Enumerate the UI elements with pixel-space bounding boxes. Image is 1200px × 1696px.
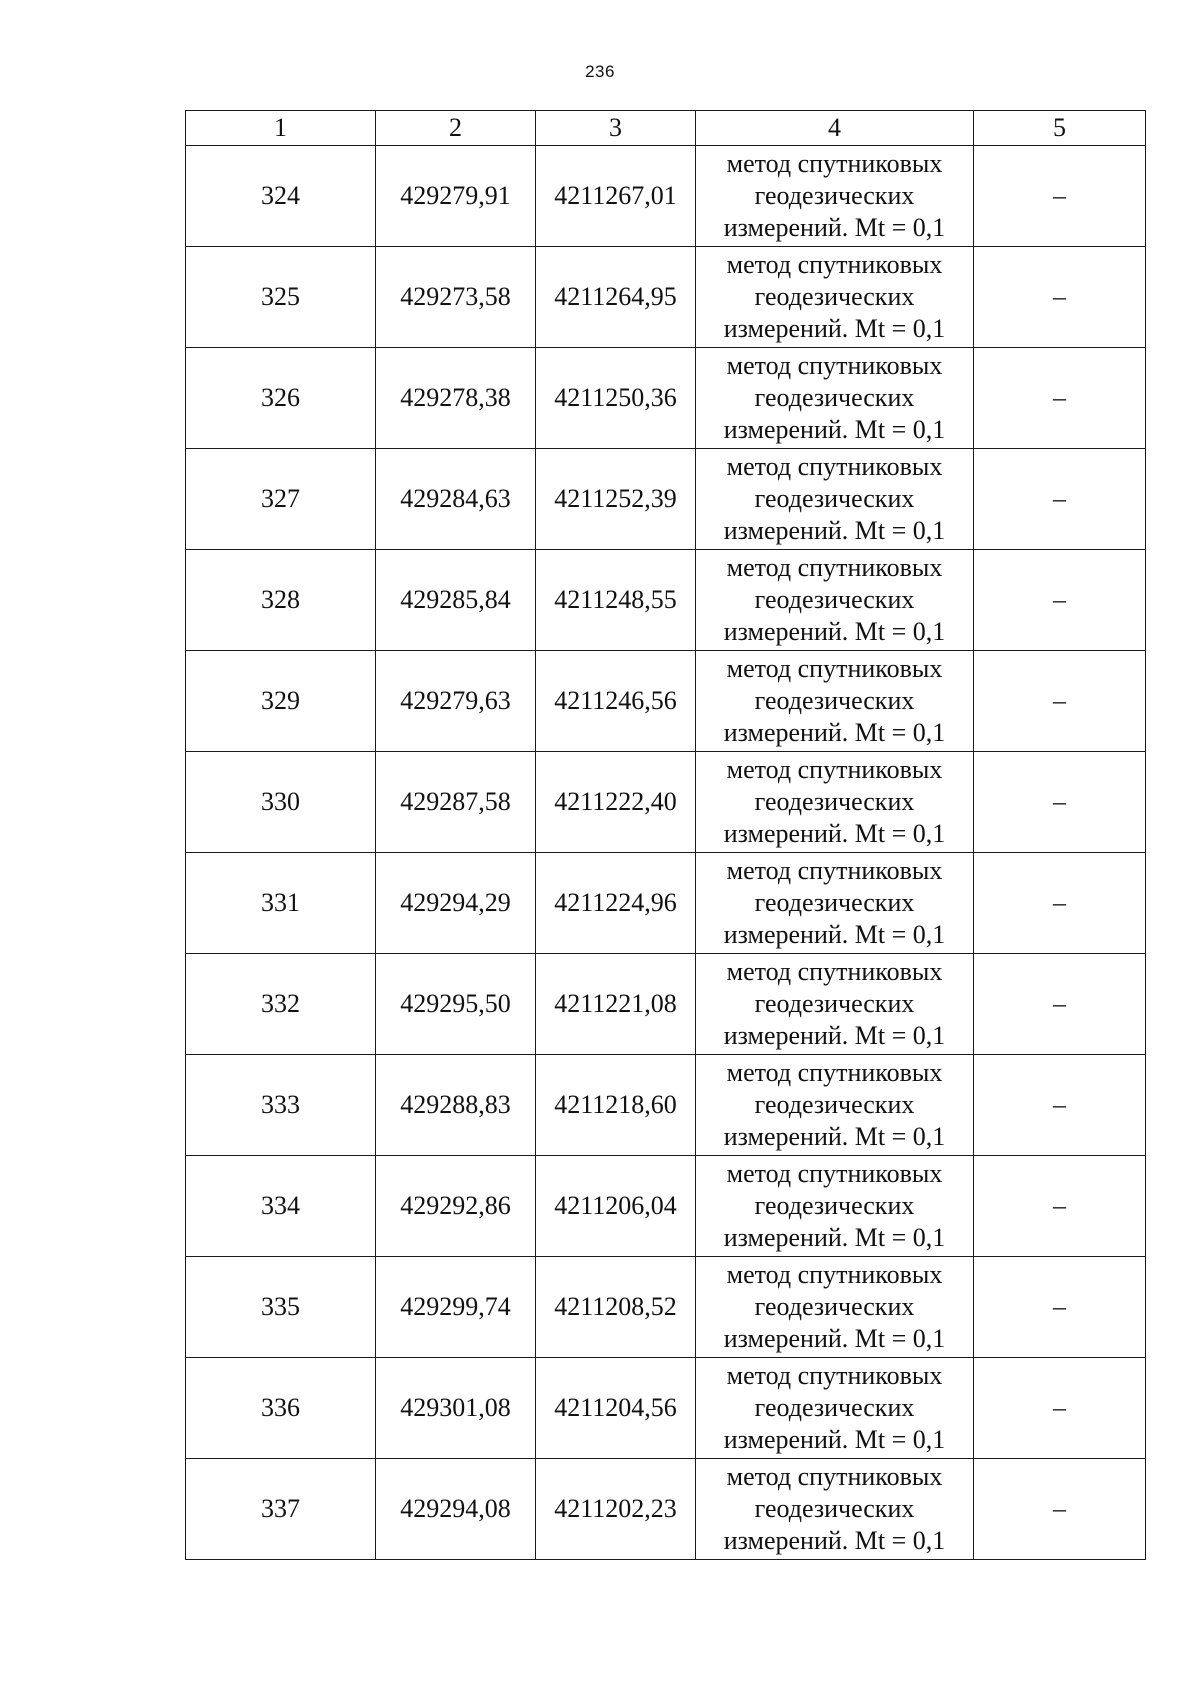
point-number-cell: 335 <box>186 1257 376 1358</box>
method-line: метод спутниковых <box>726 957 943 986</box>
column-5-cell: – <box>974 449 1146 550</box>
method-line: измерений. Mt = 0,1 <box>723 1324 946 1353</box>
table-header <box>186 111 1146 146</box>
x-coordinate-cell: 429279,91 <box>376 146 536 247</box>
header-col-1: 1 <box>186 111 376 146</box>
method-line: геодезических <box>754 989 915 1018</box>
method-line: измерений. Mt = 0,1 <box>723 1122 946 1151</box>
y-coordinate-cell: 4211248,55 <box>536 550 696 651</box>
method-line: метод спутниковых <box>726 250 943 279</box>
method-line: геодезических <box>754 686 915 715</box>
method-line: измерений. Mt = 0,1 <box>723 617 946 646</box>
method-line: геодезических <box>754 888 915 917</box>
method-line: измерений. Mt = 0,1 <box>723 1425 946 1454</box>
y-coordinate-cell: 4211202,23 <box>536 1459 696 1560</box>
method-line: метод спутниковых <box>726 149 943 178</box>
coordinates-table <box>185 110 1146 1560</box>
header-col-4: 4 <box>696 111 974 146</box>
table-row <box>186 651 1146 752</box>
method-line: геодезических <box>754 1191 915 1220</box>
table-row <box>186 1156 1146 1257</box>
method-line: геодезических <box>754 787 915 816</box>
y-coordinate-cell: 4211222,40 <box>536 752 696 853</box>
x-coordinate-cell: 429295,50 <box>376 954 536 1055</box>
page-number: 236 <box>585 62 615 81</box>
x-coordinate-cell: 429292,86 <box>376 1156 536 1257</box>
y-coordinate-cell: 4211206,04 <box>536 1156 696 1257</box>
method-line: метод спутниковых <box>726 1462 943 1491</box>
x-coordinate-cell: 429294,08 <box>376 1459 536 1560</box>
x-coordinate-cell: 429279,63 <box>376 651 536 752</box>
x-coordinate-cell: 429299,74 <box>376 1257 536 1358</box>
method-line: измерений. Mt = 0,1 <box>723 213 946 242</box>
point-number-cell: 331 <box>186 853 376 954</box>
column-5-cell: – <box>974 651 1146 752</box>
method-line: метод спутниковых <box>726 1361 943 1390</box>
x-coordinate-cell: 429278,38 <box>376 348 536 449</box>
column-5-cell: – <box>974 752 1146 853</box>
method-cell <box>696 1156 974 1257</box>
column-5-cell: – <box>974 550 1146 651</box>
method-cell <box>696 1257 974 1358</box>
method-line: геодезических <box>754 585 915 614</box>
method-line: геодезических <box>754 1090 915 1119</box>
column-5-cell: – <box>974 853 1146 954</box>
column-5-cell: – <box>974 348 1146 449</box>
method-line: метод спутниковых <box>726 553 943 582</box>
method-line: измерений. Mt = 0,1 <box>723 819 946 848</box>
method-line: геодезических <box>754 181 915 210</box>
method-line: метод спутниковых <box>726 856 943 885</box>
method-cell <box>696 752 974 853</box>
table-row <box>186 1459 1146 1560</box>
table-body <box>186 146 1146 1560</box>
table-row <box>186 146 1146 247</box>
point-number-cell: 330 <box>186 752 376 853</box>
table-row <box>186 1358 1146 1459</box>
method-line: метод спутниковых <box>726 1058 943 1087</box>
method-line: измерений. Mt = 0,1 <box>723 718 946 747</box>
x-coordinate-cell: 429285,84 <box>376 550 536 651</box>
table-row <box>186 853 1146 954</box>
table-row <box>186 247 1146 348</box>
method-line: метод спутниковых <box>726 1260 943 1289</box>
method-line: измерений. Mt = 0,1 <box>723 415 946 444</box>
method-line: метод спутниковых <box>726 452 943 481</box>
column-5-cell: – <box>974 247 1146 348</box>
column-5-cell: – <box>974 1156 1146 1257</box>
y-coordinate-cell: 4211224,96 <box>536 853 696 954</box>
point-number-cell: 327 <box>186 449 376 550</box>
method-cell <box>696 449 974 550</box>
header-row <box>186 111 1146 146</box>
table-row <box>186 449 1146 550</box>
point-number-cell: 336 <box>186 1358 376 1459</box>
method-line: геодезических <box>754 1393 915 1422</box>
y-coordinate-cell: 4211218,60 <box>536 1055 696 1156</box>
column-5-cell: – <box>974 954 1146 1055</box>
method-cell <box>696 348 974 449</box>
y-coordinate-cell: 4211246,56 <box>536 651 696 752</box>
method-line: измерений. Mt = 0,1 <box>723 1223 946 1252</box>
column-5-cell: – <box>974 1055 1146 1156</box>
x-coordinate-cell: 429273,58 <box>376 247 536 348</box>
y-coordinate-cell: 4211252,39 <box>536 449 696 550</box>
point-number-cell: 325 <box>186 247 376 348</box>
method-line: метод спутниковых <box>726 755 943 784</box>
method-line: измерений. Mt = 0,1 <box>723 516 946 545</box>
point-number-cell: 332 <box>186 954 376 1055</box>
point-number-cell: 337 <box>186 1459 376 1560</box>
method-line: геодезических <box>754 484 915 513</box>
point-number-cell: 329 <box>186 651 376 752</box>
table-row <box>186 1257 1146 1358</box>
table-row <box>186 752 1146 853</box>
y-coordinate-cell: 4211264,95 <box>536 247 696 348</box>
y-coordinate-cell: 4211267,01 <box>536 146 696 247</box>
x-coordinate-cell: 429301,08 <box>376 1358 536 1459</box>
method-cell <box>696 954 974 1055</box>
method-line: геодезических <box>754 282 915 311</box>
y-coordinate-cell: 4211221,08 <box>536 954 696 1055</box>
method-line: измерений. Mt = 0,1 <box>723 920 946 949</box>
point-number-cell: 326 <box>186 348 376 449</box>
point-number-cell: 324 <box>186 146 376 247</box>
method-line: метод спутниковых <box>726 654 943 683</box>
method-cell <box>696 1459 974 1560</box>
column-5-cell: – <box>974 1358 1146 1459</box>
header-col-5: 5 <box>974 111 1146 146</box>
column-5-cell: – <box>974 1459 1146 1560</box>
header-col-2: 2 <box>376 111 536 146</box>
y-coordinate-cell: 4211250,36 <box>536 348 696 449</box>
y-coordinate-cell: 4211204,56 <box>536 1358 696 1459</box>
method-cell <box>696 1055 974 1156</box>
method-cell <box>696 146 974 247</box>
point-number-cell: 334 <box>186 1156 376 1257</box>
method-line: измерений. Mt = 0,1 <box>723 314 946 343</box>
method-cell <box>696 853 974 954</box>
header-col-3: 3 <box>536 111 696 146</box>
x-coordinate-cell: 429288,83 <box>376 1055 536 1156</box>
x-coordinate-cell: 429287,58 <box>376 752 536 853</box>
method-line: метод спутниковых <box>726 351 943 380</box>
method-cell <box>696 651 974 752</box>
column-5-cell: – <box>974 146 1146 247</box>
method-line: геодезических <box>754 1494 915 1523</box>
method-line: измерений. Mt = 0,1 <box>723 1526 946 1555</box>
x-coordinate-cell: 429284,63 <box>376 449 536 550</box>
method-line: геодезических <box>754 1292 915 1321</box>
method-cell <box>696 1358 974 1459</box>
method-line: измерений. Mt = 0,1 <box>723 1021 946 1050</box>
method-cell <box>696 550 974 651</box>
table-row <box>186 954 1146 1055</box>
table-row <box>186 550 1146 651</box>
method-line: геодезических <box>754 383 915 412</box>
table-row <box>186 1055 1146 1156</box>
method-cell <box>696 247 974 348</box>
point-number-cell: 328 <box>186 550 376 651</box>
y-coordinate-cell: 4211208,52 <box>536 1257 696 1358</box>
x-coordinate-cell: 429294,29 <box>376 853 536 954</box>
table-row <box>186 348 1146 449</box>
method-line: метод спутниковых <box>726 1159 943 1188</box>
point-number-cell: 333 <box>186 1055 376 1156</box>
column-5-cell: – <box>974 1257 1146 1358</box>
